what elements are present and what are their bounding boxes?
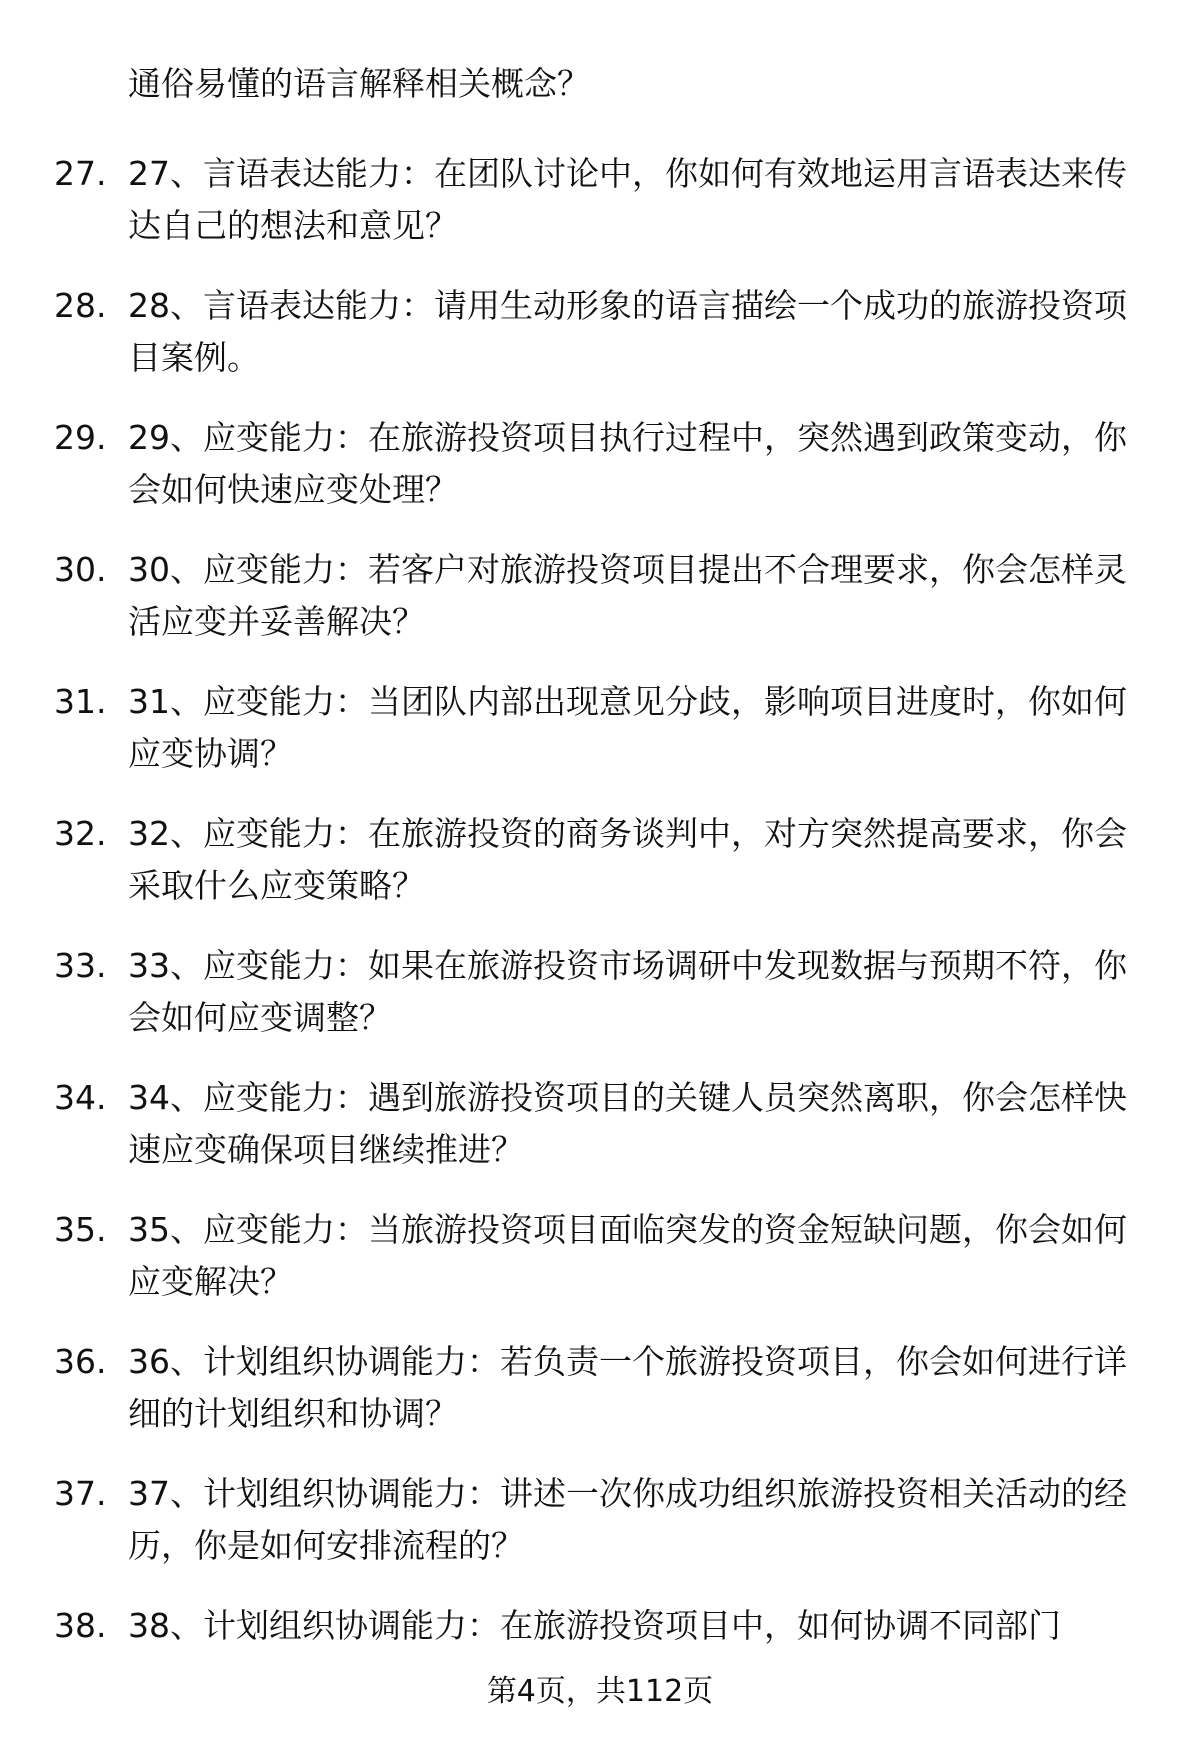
item-number: 30. [54, 550, 107, 589]
list-item [0, 1468, 1200, 1572]
item-number: 29. [54, 418, 107, 457]
item-number: 35. [54, 1210, 107, 1249]
item-number: 27. [54, 154, 107, 193]
item-text: 28、言语表达能力：请用生动形象的语言描绘一个成功的旅游投资项目案例。 [128, 286, 1127, 377]
list-item [0, 1072, 1200, 1176]
list-item [0, 676, 1200, 780]
list-item [0, 940, 1200, 1044]
list-item [0, 1600, 1200, 1652]
item-number: 36. [54, 1342, 107, 1381]
list-item [0, 412, 1200, 516]
list-item [0, 1336, 1200, 1440]
item-number: 38. [54, 1606, 107, 1645]
item-number: 34. [54, 1078, 107, 1117]
list-item [0, 280, 1200, 384]
item-number: 32. [54, 814, 107, 853]
item-text: 27、言语表达能力：在团队讨论中，你如何有效地运用言语表达来传达自己的想法和意见？ [128, 154, 1127, 245]
item-text: 33、应变能力：如果在旅游投资市场调研中发现数据与预期不符，你会如何应变调整？ [128, 946, 1127, 1037]
item-text: 30、应变能力：若客户对旅游投资项目提出不合理要求，你会怎样灵活应变并妥善解决？ [128, 550, 1127, 641]
question-list [0, 148, 1200, 1680]
item-text: 29、应变能力：在旅游投资项目执行过程中，突然遇到政策变动，你会如何快速应变处理？ [128, 418, 1127, 509]
item-number: 37. [54, 1474, 107, 1513]
list-item [0, 808, 1200, 912]
item-text: 38、计划组织协调能力：在旅游投资项目中，如何协调不同部门 [128, 1606, 1061, 1645]
item-number: 28. [54, 286, 107, 325]
list-item [0, 544, 1200, 648]
item-text: 36、计划组织协调能力：若负责一个旅游投资项目，你会如何进行详细的计划组织和协调？ [128, 1342, 1127, 1433]
list-item [0, 148, 1200, 252]
list-item [0, 1204, 1200, 1308]
item-text: 35、应变能力：当旅游投资项目面临突发的资金短缺问题，你会如何应变解决？ [128, 1210, 1127, 1301]
page-footer: 第4页，共112页 [486, 1674, 714, 1709]
continuation-text: 通俗易懂的语言解释相关概念？ [128, 64, 590, 103]
item-text: 32、应变能力：在旅游投资的商务谈判中，对方突然提高要求，你会采取什么应变策略？ [128, 814, 1127, 905]
item-number: 31. [54, 682, 107, 721]
item-number: 33. [54, 946, 107, 985]
item-text: 34、应变能力：遇到旅游投资项目的关键人员突然离职，你会怎样快速应变确保项目继续推进？ [128, 1078, 1127, 1169]
item-text: 31、应变能力：当团队内部出现意见分歧，影响项目进度时，你如何应变协调？ [128, 682, 1127, 773]
item-text: 37、计划组织协调能力：讲述一次你成功组织旅游投资相关活动的经历，你是如何安排流程的？ [128, 1474, 1127, 1565]
